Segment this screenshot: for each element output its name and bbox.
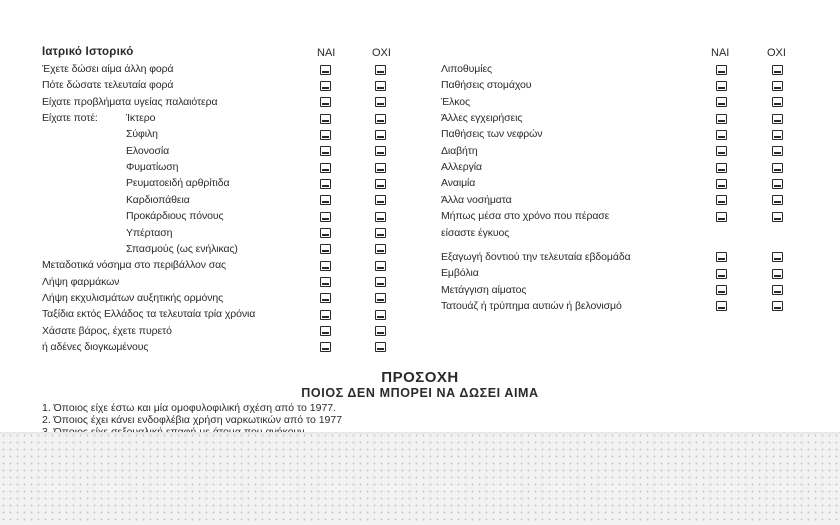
question-label: Παθήσεις των νεφρών bbox=[441, 128, 543, 141]
right-no-header: ΟΧΙ bbox=[767, 47, 786, 59]
yes-checkbox[interactable] bbox=[716, 301, 727, 311]
notice-subheading: ΠΟΙΟΣ ΔΕΝ ΜΠΟΡΕΙ ΝΑ ΔΩΣΕΙ ΑΙΜΑ bbox=[301, 386, 539, 400]
no-checkbox[interactable] bbox=[375, 228, 386, 238]
yes-checkbox[interactable] bbox=[716, 195, 727, 205]
question-label: Μήπως μέσα στο χρόνο που πέρασε bbox=[441, 210, 610, 223]
question-label: Σύφιλη bbox=[126, 128, 158, 141]
yes-checkbox[interactable] bbox=[716, 212, 727, 222]
question-label: Χάσατε βάρος, έχετε πυρετό bbox=[42, 324, 172, 337]
question-label: Αναιμία bbox=[441, 177, 476, 190]
no-checkbox[interactable] bbox=[375, 195, 386, 205]
yes-checkbox[interactable] bbox=[716, 97, 727, 107]
question-label: Εμβόλια bbox=[441, 267, 479, 280]
no-checkbox[interactable] bbox=[772, 195, 783, 205]
question-label: Λιποθυμίες bbox=[441, 63, 492, 75]
yes-checkbox[interactable] bbox=[320, 277, 331, 287]
question-label: Ελονοσία bbox=[126, 144, 170, 157]
yes-checkbox[interactable] bbox=[716, 179, 727, 189]
question-label: Υπέρταση bbox=[126, 226, 173, 239]
yes-checkbox[interactable] bbox=[320, 179, 331, 189]
no-checkbox[interactable] bbox=[772, 81, 783, 91]
no-checkbox[interactable] bbox=[772, 269, 783, 279]
question-label: Διαβήτη bbox=[441, 144, 478, 157]
no-checkbox[interactable] bbox=[375, 114, 386, 124]
no-checkbox[interactable] bbox=[375, 293, 386, 303]
no-checkbox[interactable] bbox=[375, 277, 386, 287]
question-label: Εξαγωγή δοντιού την τελευταία εβδομάδα bbox=[441, 250, 631, 263]
no-checkbox[interactable] bbox=[375, 97, 386, 107]
no-checkbox[interactable] bbox=[772, 65, 783, 75]
yes-checkbox[interactable] bbox=[320, 326, 331, 336]
notice-item: 1. Όποιος είχε έστω και μία ομοφυλοφιλική σχέση από το 1977. bbox=[42, 402, 337, 414]
yes-checkbox[interactable] bbox=[320, 244, 331, 254]
question-label: Παθήσεις στομάχου bbox=[441, 79, 532, 92]
dotted-overlay bbox=[0, 432, 840, 525]
yes-checkbox[interactable] bbox=[320, 261, 331, 271]
question-label: Είχατε ποτέ: bbox=[42, 112, 98, 125]
no-checkbox[interactable] bbox=[772, 146, 783, 156]
no-checkbox[interactable] bbox=[772, 301, 783, 311]
no-checkbox[interactable] bbox=[772, 114, 783, 124]
no-checkbox[interactable] bbox=[772, 163, 783, 173]
question-label: είσαστε έγκυος bbox=[441, 226, 510, 239]
question-label: Λήψη εκχυλισμάτων αυξητικής ορμόνης bbox=[42, 291, 224, 304]
question-label: Έλκος bbox=[441, 95, 471, 108]
medical-history-title: Ιατρικό Ιστορικό bbox=[42, 46, 134, 58]
no-checkbox[interactable] bbox=[772, 252, 783, 262]
no-checkbox[interactable] bbox=[375, 163, 386, 173]
question-label: Ίκτερο bbox=[126, 112, 156, 125]
no-checkbox[interactable] bbox=[375, 81, 386, 91]
yes-checkbox[interactable] bbox=[320, 130, 331, 140]
no-checkbox[interactable] bbox=[375, 212, 386, 222]
question-label: Ταξίδια εκτός Ελλάδος τα τελευταία τρία χρόνια bbox=[42, 308, 256, 321]
no-checkbox[interactable] bbox=[375, 65, 386, 75]
yes-checkbox[interactable] bbox=[320, 342, 331, 352]
yes-checkbox[interactable] bbox=[320, 293, 331, 303]
question-label: Μεταδοτικά νόσημα στο περιβάλλον σας bbox=[42, 259, 227, 272]
yes-checkbox[interactable] bbox=[320, 81, 331, 91]
left-no-header: ΟΧΙ bbox=[372, 47, 391, 59]
no-checkbox[interactable] bbox=[772, 212, 783, 222]
no-checkbox[interactable] bbox=[375, 310, 386, 320]
no-checkbox[interactable] bbox=[375, 326, 386, 336]
no-checkbox[interactable] bbox=[375, 244, 386, 254]
question-label: Άλλες εγχειρήσεις bbox=[441, 112, 523, 125]
question-label: Έχετε δώσει αίμα άλλη φορά bbox=[42, 63, 174, 75]
overlay-edge bbox=[0, 432, 840, 434]
right-yes-header: ΝΑΙ bbox=[711, 47, 730, 59]
yes-checkbox[interactable] bbox=[716, 65, 727, 75]
question-label: Λήψη φαρμάκων bbox=[42, 275, 120, 288]
question-label: Αλλεργία bbox=[441, 161, 483, 174]
yes-checkbox[interactable] bbox=[716, 252, 727, 262]
yes-checkbox[interactable] bbox=[716, 163, 727, 173]
yes-checkbox[interactable] bbox=[716, 81, 727, 91]
no-checkbox[interactable] bbox=[375, 261, 386, 271]
no-checkbox[interactable] bbox=[375, 130, 386, 140]
no-checkbox[interactable] bbox=[772, 179, 783, 189]
question-label: Πότε δώσατε τελευταία φορά bbox=[42, 79, 174, 92]
no-checkbox[interactable] bbox=[375, 179, 386, 189]
question-label: Τατουάζ ή τρύπημα αυτιών ή βελονισμό bbox=[441, 299, 622, 312]
yes-checkbox[interactable] bbox=[320, 146, 331, 156]
yes-checkbox[interactable] bbox=[320, 310, 331, 320]
question-label: Σπασμούς (ως ενήλικας) bbox=[126, 242, 238, 255]
question-label: Φυματίωση bbox=[126, 161, 179, 174]
yes-checkbox[interactable] bbox=[716, 146, 727, 156]
question-label: Είχατε προβλήματα υγείας παλαιότερα bbox=[42, 95, 218, 108]
no-checkbox[interactable] bbox=[772, 130, 783, 140]
question-label: Καρδιοπάθεια bbox=[126, 193, 190, 206]
yes-checkbox[interactable] bbox=[716, 285, 727, 295]
no-checkbox[interactable] bbox=[375, 146, 386, 156]
yes-checkbox[interactable] bbox=[320, 195, 331, 205]
notice-item: 2. Όποιος έχει κάνει ενδοφλέβια χρήση ναρκωτικών από το 1977 bbox=[42, 414, 343, 426]
yes-checkbox[interactable] bbox=[716, 269, 727, 279]
question-label: ή αδένες διογκωμένους bbox=[42, 340, 149, 353]
no-checkbox[interactable] bbox=[772, 285, 783, 295]
question-label: Ρευματοειδή αρθρίτιδα bbox=[126, 177, 230, 190]
no-checkbox[interactable] bbox=[375, 342, 386, 352]
yes-checkbox[interactable] bbox=[320, 163, 331, 173]
notice-heading: ΠΡΟΣΟΧΗ bbox=[381, 369, 459, 386]
no-checkbox[interactable] bbox=[772, 97, 783, 107]
yes-checkbox[interactable] bbox=[320, 212, 331, 222]
yes-checkbox[interactable] bbox=[320, 65, 331, 75]
question-label: Άλλα νοσήματα bbox=[441, 193, 512, 206]
left-yes-header: ΝΑΙ bbox=[317, 47, 336, 59]
yes-checkbox[interactable] bbox=[320, 97, 331, 107]
yes-checkbox[interactable] bbox=[716, 114, 727, 124]
question-label: Μετάγγιση αίματος bbox=[441, 283, 527, 296]
yes-checkbox[interactable] bbox=[320, 228, 331, 238]
yes-checkbox[interactable] bbox=[320, 114, 331, 124]
yes-checkbox[interactable] bbox=[716, 130, 727, 140]
question-label: Προκάρδιους πόνους bbox=[126, 210, 224, 223]
